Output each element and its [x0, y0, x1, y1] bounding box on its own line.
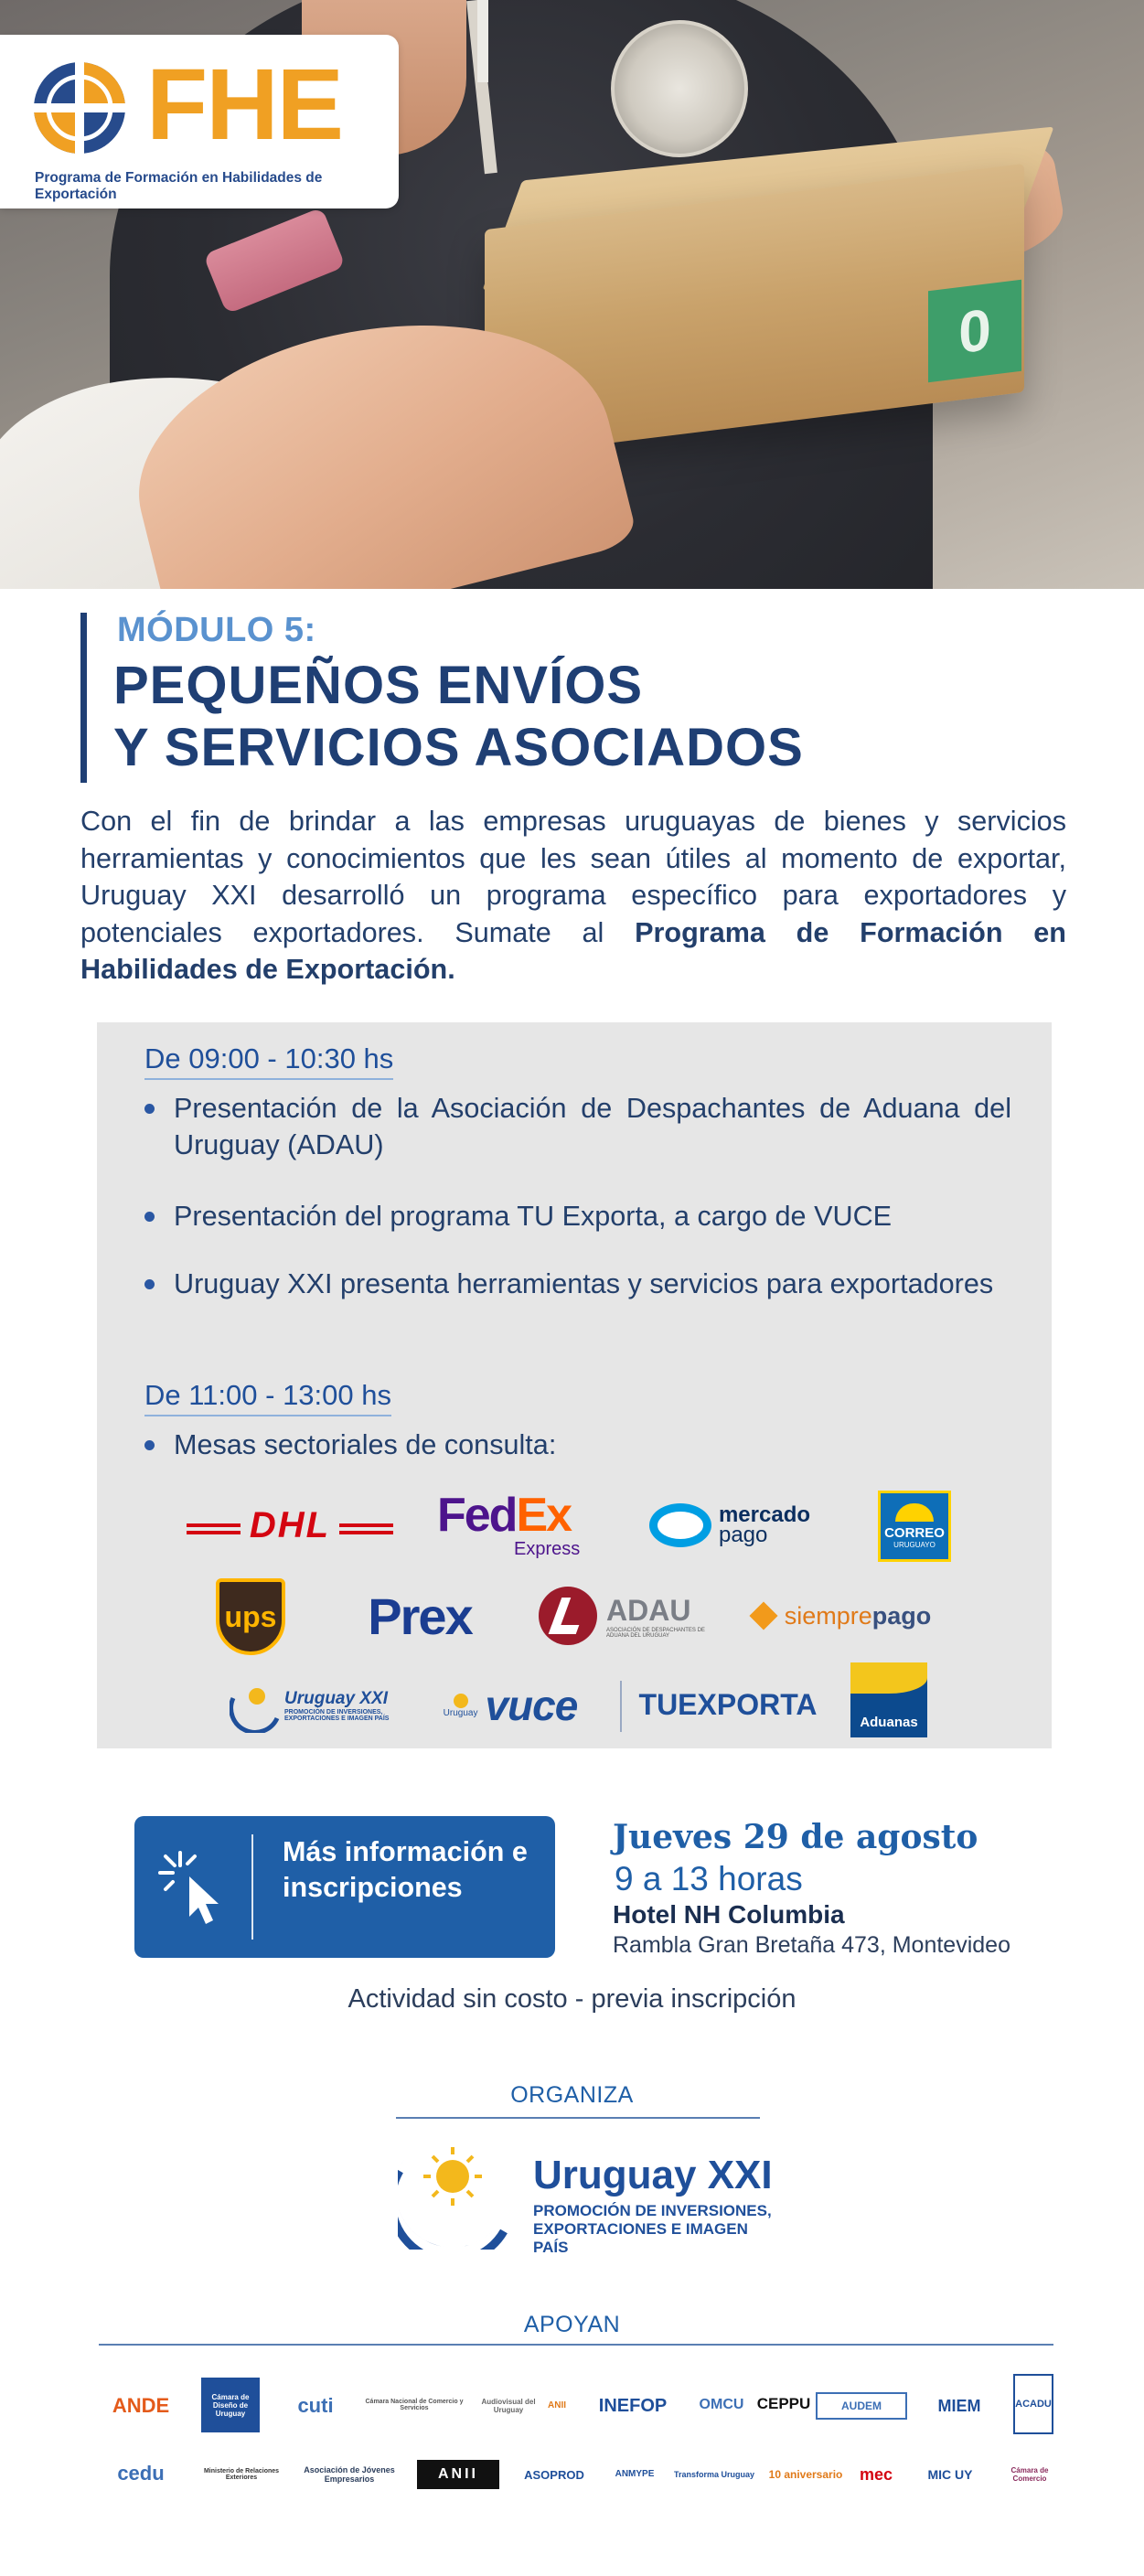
- mercado-pago-logo: [638, 1498, 821, 1553]
- tu-exporta-logo: [636, 1677, 819, 1732]
- organizer-name: Uruguay XXI: [533, 2153, 773, 2197]
- schedule-box: [97, 1022, 1052, 1748]
- schedule-time-2: De 11:00 - 13:00 hs: [144, 1379, 391, 1416]
- mercado-pago-line1: mercado: [718, 1502, 811, 1527]
- event-venue: Hotel NH Columbia: [613, 1900, 845, 1929]
- schedule-item: [144, 1427, 1011, 1463]
- schedule-item-text: Uruguay XXI presenta herramientas y servicios para exportadores: [174, 1268, 994, 1299]
- sponsor-logo: ANII: [417, 2460, 499, 2489]
- ups-text: ups: [224, 1599, 277, 1633]
- sponsor-logo: MIEM: [937, 2396, 981, 2415]
- sponsor-logo: cuti: [297, 2394, 334, 2417]
- ups-logo: [216, 1578, 285, 1655]
- bullet-icon: [144, 1212, 155, 1222]
- event-date: Jueves 29 de agosto: [613, 1818, 978, 1856]
- schedule-item: [144, 1266, 1011, 1302]
- sponsor-logo: mec: [859, 2464, 893, 2484]
- tu-exporta-text: TUEXPORTA: [638, 1687, 818, 1721]
- diamond-icon: [749, 1601, 777, 1630]
- sponsor-logo: ACADU: [1013, 2374, 1053, 2434]
- sponsor-logo: Ministerio de Relaciones Exteriores: [203, 2468, 280, 2481]
- siemprepago-logo: [737, 1593, 947, 1639]
- page-title-line2: Y SERVICIOS ASOCIADOS: [113, 718, 804, 777]
- intro-paragraph: [80, 803, 1066, 989]
- brand-name: FHE: [146, 48, 342, 161]
- bullet-icon: [144, 1104, 155, 1114]
- sponsor-logo: Cámara de Comercio: [1010, 2466, 1049, 2483]
- schedule-item-text: Presentación del programa TU Exporta, a cargo de VUCE: [174, 1201, 893, 1232]
- sponsor-logo: CEPPU: [756, 2395, 811, 2412]
- uruguay-xxi-emblem-icon: [398, 2140, 512, 2250]
- fedex-express: Express: [514, 1538, 581, 1559]
- organizer-sub1: PROMOCIÓN DE INVERSIONES,: [533, 2202, 772, 2219]
- sponsor-logo: Audiovisual del Uruguay: [481, 2398, 536, 2414]
- hero-lanyard-strap: [477, 0, 488, 82]
- handshake-icon: [649, 1503, 711, 1547]
- fedex-fed: Fed: [437, 1488, 517, 1542]
- organizer-logo: [398, 2140, 782, 2256]
- adau-text: ADAU: [606, 1593, 691, 1627]
- fedex-logo: [437, 1489, 593, 1562]
- cta-divider: [251, 1834, 253, 1940]
- intro-program-name: Programa de Formación en Habilidades de Exportación.: [80, 916, 1066, 985]
- schedule-item: [144, 1090, 1011, 1163]
- aduanas-logo: [850, 1662, 927, 1737]
- uruguay-xxi-text: Uruguay XXI: [284, 1689, 388, 1708]
- more-info-button[interactable]: [134, 1816, 555, 1958]
- more-info-label[interactable]: Más información e inscripciones: [283, 1836, 528, 1903]
- sponsor-logo: OMCU: [699, 2397, 744, 2412]
- module-label: MÓDULO 5:: [117, 611, 316, 649]
- prex-text: Prex: [368, 1587, 472, 1645]
- schedule-item-text: Presentación de la Asociación de Despachantes de Aduana del Uruguay (ADAU): [174, 1093, 1011, 1160]
- uruguay-xxi-sub: PROMOCIÓN DE INVERSIONES, EXPORTACIONES E IMAGEN PAÍS: [284, 1709, 390, 1722]
- bullet-icon: [144, 1440, 155, 1450]
- adau-sub: ASOCIACIÓN DE DESPACHANTES DE ADUANA DEL URUGUAY: [606, 1627, 705, 1639]
- brand-subtitle: Programa de Formación en Habilidades de Exportación: [35, 170, 323, 202]
- sponsor-logo: 10 aniversario: [768, 2468, 843, 2481]
- siemprepago-b: pago: [871, 1601, 932, 1630]
- cursor-click-icon: [153, 1844, 241, 1931]
- apoyan-label: APOYAN: [523, 2312, 621, 2337]
- organizer-sub2: EXPORTACIONES E IMAGEN PAÍS: [533, 2220, 748, 2256]
- sponsor-logo: Asociación de Jóvenes Empresarios: [304, 2465, 395, 2484]
- prex-logo: [351, 1584, 488, 1648]
- sponsor-logo: AUDEM: [816, 2392, 907, 2420]
- correo-uruguayo-logo: [878, 1491, 951, 1562]
- aduanas-text: Aduanas: [860, 1715, 918, 1730]
- sponsor-logo: MIC UY: [927, 2467, 973, 2482]
- siemprepago-a: siempre: [784, 1601, 872, 1630]
- dhl-logo-text: DHL: [241, 1505, 339, 1546]
- vuce-text: vuce: [485, 1682, 578, 1729]
- intro-text: Con el fin de brindar a las empresas uruguayas de bienes y servicios herramientas y conocimientos que les sean útiles al momento de exportar, Uruguay XXI desarrolló un programa específico para exportadores y potenciales exportadores. Sumate al: [80, 806, 1066, 948]
- schedule-item-text: Mesas sectoriales de consulta:: [174, 1429, 557, 1460]
- organiza-label: ORGANIZA: [510, 2082, 634, 2108]
- sponsor-logo: ANII: [548, 2400, 566, 2410]
- page-title-line1: PEQUEÑOS ENVÍOS: [113, 656, 644, 715]
- vuce-sub: Uruguay: [443, 1707, 478, 1718]
- fedex-ex: Ex: [516, 1488, 572, 1542]
- schedule-time-1: De 09:00 - 10:30 hs: [144, 1042, 393, 1080]
- sun-icon: [895, 1503, 934, 1522]
- schedule-item: [144, 1198, 1011, 1235]
- sponsor-logo: Transforma Uruguay: [673, 2470, 755, 2479]
- adau-emblem-icon: [539, 1587, 597, 1645]
- dhl-logo: [187, 1498, 393, 1553]
- event-address: Rambla Gran Bretaña 473, Montevideo: [613, 1932, 1010, 1958]
- sponsor-logo: cedu: [117, 2462, 165, 2485]
- vuce-sun-icon: [454, 1694, 468, 1708]
- vuce-logo: [419, 1673, 602, 1737]
- uruguay-xxi-logo: [225, 1673, 399, 1737]
- hero-box-label: 0: [928, 280, 1021, 383]
- sponsor-logo: ANMYPE: [615, 2468, 655, 2479]
- organiza-rule: [396, 2117, 760, 2119]
- sponsor-logo: ASOPROD: [524, 2467, 584, 2482]
- correo-text: CORREO: [884, 1525, 945, 1541]
- globe-icon: [32, 60, 127, 155]
- mercado-pago-line2: pago: [718, 1523, 768, 1547]
- adau-logo: [536, 1584, 719, 1648]
- sponsor-logo: Cámara de Diseño de Uruguay: [201, 2378, 260, 2432]
- sponsor-logo: Cámara Nacional de Comercio y Servicios: [365, 2399, 464, 2411]
- logo-divider: [620, 1681, 622, 1732]
- event-note: Actividad sin costo - previa inscripción: [347, 1984, 797, 2014]
- apoyan-rule: [99, 2344, 1053, 2346]
- fhe-logo-card: [0, 35, 399, 208]
- correo-sub: URUGUAYO: [893, 1541, 936, 1549]
- uruguay-xxi-sun-icon: [230, 1678, 281, 1733]
- hero-badge: [611, 20, 748, 157]
- title-accent-bar: [80, 613, 87, 783]
- bullet-icon: [144, 1279, 155, 1289]
- sponsor-logo: INEFOP: [598, 2395, 668, 2416]
- sponsor-logo: ANDE: [112, 2394, 170, 2417]
- event-hours: 9 a 13 horas: [615, 1860, 803, 1897]
